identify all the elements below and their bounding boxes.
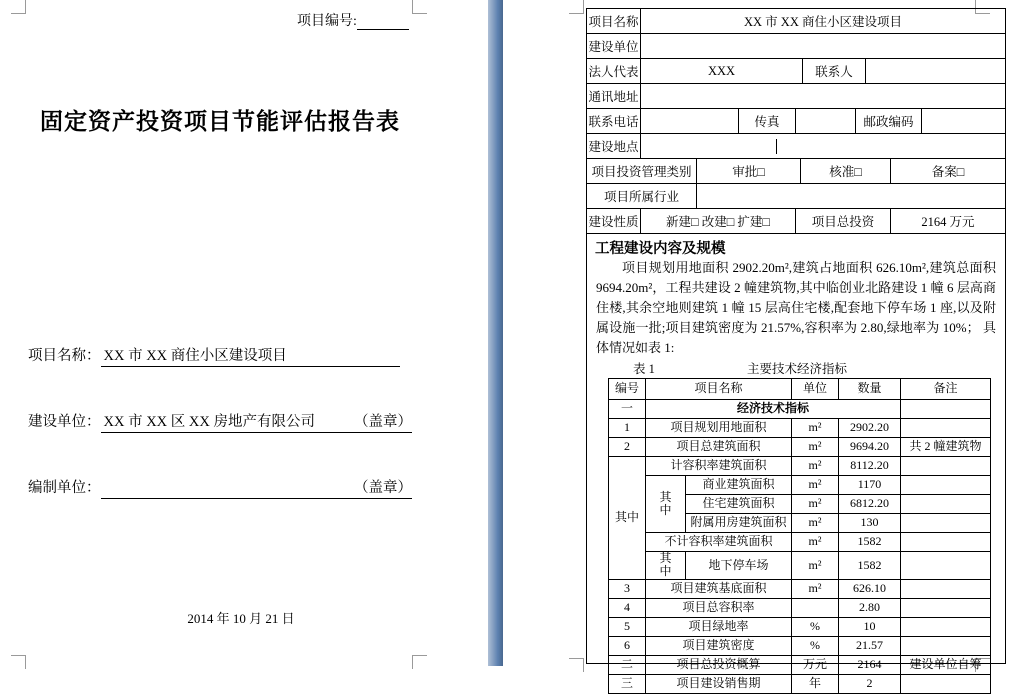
cell-no: 2 (609, 438, 646, 457)
cell-qty: 10 (839, 617, 901, 636)
cell-project-name-value[interactable]: XX 市 XX 商住小区建设项目 (744, 15, 902, 29)
cell-name: 项目建筑密度 (646, 636, 792, 655)
cell-qty: 2902.20 (839, 419, 901, 438)
table-row (609, 552, 991, 580)
table-row (609, 617, 991, 636)
cell-qty: 6812.20 (839, 495, 901, 514)
section-paragraph: 项目规划用地面积 2902.20m²,建筑占地面积 626.10m²,建筑总面积 9694.20m²，工程共建设 2 幢建筑物,其中临创业北路建设 1 幢 6 层高商住楼,其余空地则建筑 1 幢 15 层高住宅楼,配套地下停车场 1 座,以及附属设施一批;项目建筑密度为 21.57%,容积率为 2.80,绿地率为 10%； 具体情况如表 1: (596, 260, 996, 355)
document-title: 固定资产投资项目节能评估报告表 (40, 108, 400, 134)
cell-label: 项目所属行业 (587, 184, 697, 208)
cell-note (901, 598, 991, 617)
cell-unit: 万元 (792, 655, 839, 674)
row-project-name (587, 9, 1005, 34)
table-row (609, 457, 991, 476)
field-compiling-unit (28, 478, 412, 499)
cell-unit: 年 (792, 674, 839, 693)
cell-industry-value[interactable] (697, 184, 1005, 208)
cell-label: 建设性质 (587, 209, 641, 233)
cell-name: 商业建筑面积 (686, 476, 792, 495)
cell-zip-value[interactable] (922, 109, 1005, 133)
cell-unit: m² (792, 514, 839, 533)
table-row (609, 476, 991, 495)
cell-no: 三 (609, 674, 646, 693)
cell-name: 项目建筑基底面积 (646, 579, 792, 598)
cell-label: 项目名称 (587, 9, 641, 33)
header-no: 编号 (609, 379, 646, 400)
cell-name: 计容积率建筑面积 (646, 457, 792, 476)
cell-qty: 2.80 (839, 598, 901, 617)
cell-no: 3 (609, 579, 646, 598)
cell-contact-value[interactable] (866, 59, 1005, 83)
cell-note (901, 457, 991, 476)
cell-label: 通讯地址 (587, 84, 641, 108)
text-boundary-mark (569, 0, 584, 14)
cell-qty: 9694.20 (839, 438, 901, 457)
cell-total-investment-label: 项目总投资 (796, 209, 891, 233)
cell-unit: m² (792, 533, 839, 552)
checkbox-verification[interactable]: 核准□ (801, 159, 891, 183)
cell-name: 项目绿地率 (646, 617, 792, 636)
text-cursor (776, 139, 777, 154)
header-unit: 单位 (792, 379, 839, 400)
cell-contact-label: 联系人 (803, 59, 866, 83)
cell-name: 住宅建筑面积 (686, 495, 792, 514)
cell-unit: m² (792, 552, 839, 580)
table-row (609, 674, 991, 693)
text-boundary-mark (569, 658, 584, 672)
cell-no: 一 (609, 400, 646, 419)
cell-label: 建设单位 (587, 34, 641, 58)
cell-label: 建设地点 (587, 134, 641, 158)
table-row (609, 419, 991, 438)
cell-unit: m² (792, 419, 839, 438)
table1-caption-number: 表 1 (633, 362, 655, 376)
cell-note (901, 674, 991, 693)
project-number-line (297, 10, 409, 30)
cell-construction-unit-value[interactable] (641, 34, 1005, 58)
text-boundary-mark (412, 0, 427, 14)
field-label: 编制单位： (28, 480, 101, 496)
row-construction-unit (587, 34, 1005, 59)
field-value: XX 市 XX 区 XX 房地产有限公司 (103, 414, 315, 430)
cell-qty: 2164 (839, 655, 901, 674)
field-underline[interactable] (101, 346, 401, 367)
table-row (609, 400, 991, 419)
cell-name: 项目建设销售期 (646, 674, 792, 693)
field-underline[interactable] (101, 478, 413, 499)
section-heading: 工程建设内容及规模 (595, 241, 726, 257)
cell-qty: 130 (839, 514, 901, 533)
cell-no: 4 (609, 598, 646, 617)
checkbox-approval[interactable]: 审批□ (697, 159, 801, 183)
cell-unit (792, 598, 839, 617)
cell-no: 1 (609, 419, 646, 438)
cell-label: 联系电话 (587, 109, 641, 133)
cell-address-value[interactable] (641, 84, 1005, 108)
field-label: 建设单位： (28, 414, 101, 430)
cell-qty: 2 (839, 674, 901, 693)
cell-unit: m² (792, 476, 839, 495)
row-construction-nature (587, 209, 1005, 234)
cell-total-investment-value: 2164 万元 (921, 215, 975, 229)
tech-indicators-table (608, 378, 991, 694)
seal-note: （盖章） (354, 480, 412, 496)
cell-unit: m² (792, 579, 839, 598)
cell-note (901, 579, 991, 598)
cell-site-value[interactable] (641, 134, 1005, 158)
page-divider (488, 0, 503, 666)
cell-name: 项目规划用地面积 (646, 419, 792, 438)
cell-zip-label: 邮政编码 (856, 109, 922, 133)
cell-subgroup-label: 其中 (646, 552, 686, 580)
table-row (609, 598, 991, 617)
cell-qty: 626.10 (839, 579, 901, 598)
field-project-name (28, 346, 400, 367)
checkbox-record[interactable]: 备案□ (931, 165, 965, 179)
cell-qty: 8112.20 (839, 457, 901, 476)
cell-name: 地下停车场 (686, 552, 792, 580)
table-row (609, 533, 991, 552)
cell-name: 项目总建筑面积 (646, 438, 792, 457)
project-number-blank[interactable] (357, 10, 409, 30)
cell-no: 二 (609, 655, 646, 674)
section-construction-content (587, 234, 1005, 691)
table-row (609, 579, 991, 598)
cell-unit: m² (792, 438, 839, 457)
seal-note: （盖章） (354, 414, 412, 430)
field-underline[interactable] (101, 412, 413, 433)
cell-no: 6 (609, 636, 646, 655)
cell-subgroup-label: 其中 (646, 476, 686, 533)
header-qty: 数量 (839, 379, 901, 400)
cell-unit: % (792, 636, 839, 655)
checkbox-group-nature[interactable]: 新建□ 改建□ 扩建□ (641, 209, 796, 233)
cell-note (901, 514, 991, 533)
cell-name: 项目总投资概算 (646, 655, 792, 674)
cell-qty: 1170 (839, 476, 901, 495)
cell-phone-value[interactable] (641, 109, 739, 133)
table-header-row (609, 379, 991, 400)
cell-qty: 1582 (839, 552, 901, 580)
cell-qty: 21.57 (839, 636, 901, 655)
cell-category: 经济技术指标 (646, 400, 901, 419)
table-row (609, 636, 991, 655)
cell-note (901, 400, 991, 419)
field-value: XX 市 XX 商住小区建设项目 (103, 348, 287, 364)
cell-note (901, 552, 991, 580)
cover-page[interactable] (0, 0, 487, 666)
cell-note (901, 533, 991, 552)
row-industry (587, 184, 1005, 209)
cell-label: 法人代表 (587, 59, 641, 83)
cell-label: 项目投资管理类别 (587, 159, 697, 183)
text-boundary-mark (11, 0, 26, 14)
cell-qty: 1582 (839, 533, 901, 552)
cell-note (901, 495, 991, 514)
project-info-table (586, 8, 1006, 691)
cell-name: 不计容积率建筑面积 (646, 533, 792, 552)
cell-group-label: 其中 (609, 457, 646, 580)
cell-note (901, 476, 991, 495)
table1-caption (587, 359, 1007, 375)
table1-caption-title: 主要技术经济指标 (746, 362, 847, 376)
cell-note: 建设单位自筹 (901, 655, 991, 674)
cell-name: 附属用房建筑面积 (686, 514, 792, 533)
cell-name: 项目总容积率 (646, 598, 792, 617)
cell-fax-value[interactable] (796, 109, 856, 133)
field-construction-unit (28, 412, 412, 433)
text-boundary-mark (412, 655, 427, 669)
cell-note (901, 419, 991, 438)
row-construction-site (587, 134, 1005, 159)
cell-note (901, 617, 991, 636)
cell-fax-label: 传真 (739, 109, 796, 133)
cell-unit: m² (792, 495, 839, 514)
cell-no: 5 (609, 617, 646, 636)
project-number-label: 项目编号: (297, 14, 357, 29)
table-row (609, 655, 991, 674)
row-legal-representative (587, 59, 1005, 84)
row-mailing-address (587, 84, 1005, 109)
document-date: 2014 年 10 月 21 日 (187, 611, 295, 626)
cell-unit: m² (792, 457, 839, 476)
cell-unit: % (792, 617, 839, 636)
cell-note (901, 636, 991, 655)
field-label: 项目名称： (28, 348, 101, 364)
cell-note: 共 2 幢建筑物 (901, 438, 991, 457)
table-row (609, 438, 991, 457)
header-note: 备注 (901, 379, 991, 400)
form-page[interactable] (503, 0, 1016, 691)
row-investment-management (587, 159, 1005, 184)
header-name: 项目名称 (646, 379, 792, 400)
text-boundary-mark (11, 655, 26, 669)
cell-legal-rep-value[interactable]: XXX (641, 59, 803, 83)
row-phone (587, 109, 1005, 134)
